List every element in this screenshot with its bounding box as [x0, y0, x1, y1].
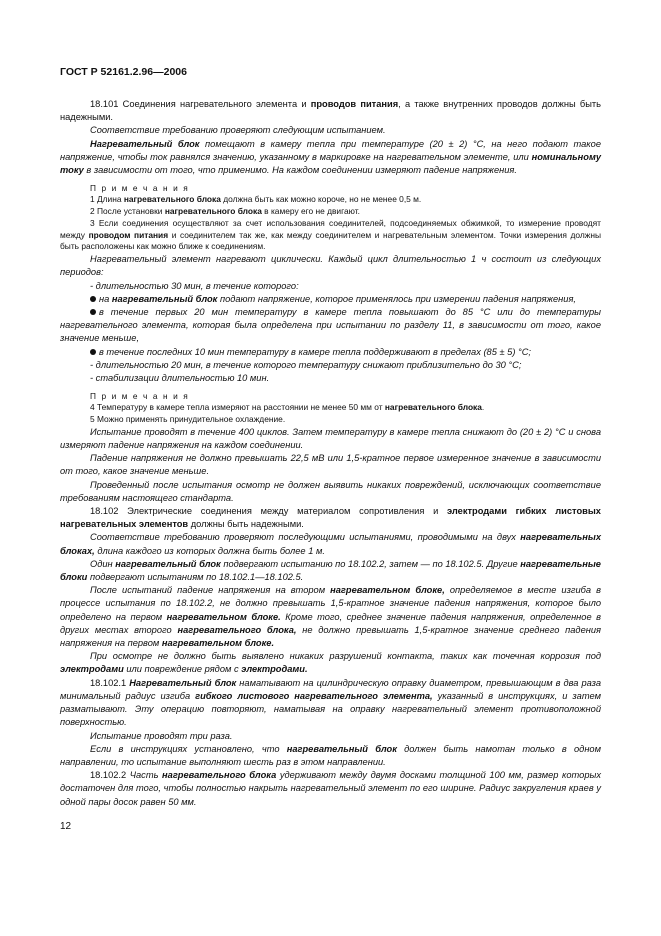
text-run: в зависимости от того, что применимо. На каждом соединении измеряют падение напряжения. [83, 165, 517, 176]
text-run: и соединителем так же, как между соединителем и нагревательным элементом. Точки измерения должны быть расположены как можно ближе к соединениям. [60, 229, 602, 252]
text-run: 4 Температуру в камере тепла измеряют на расстоянии не менее 50 мм от [90, 402, 385, 413]
text-run: П р и м е ч а н и я [90, 391, 190, 402]
text-run: - длительностью 30 мин, в течение которого: [90, 280, 299, 291]
note-item [60, 414, 601, 426]
paragraph [60, 650, 601, 676]
text-run: 5 Можно применять принудительное охлаждение. [90, 414, 286, 425]
note-item [60, 402, 601, 414]
text-run: 3 Если соединения осуществляют за счет использования соединителей, подсоединяемых обжимкой, то измерение проводят между [60, 217, 601, 240]
paragraph [60, 531, 601, 557]
note-heading [90, 183, 601, 193]
paragraph [60, 372, 601, 385]
paragraph [60, 280, 601, 293]
text-run: Испытание проводят в течение 400 циклов. Затем температуру в камере тепла снижают до (20 ± 2) °С и снова измеряют падение напряжения на каждом соединении. [60, 426, 601, 451]
text-run: Нагревательный элемент нагревают циклически. Каждый цикл длительностью 1 ч состоит из следующих периодов: [60, 254, 601, 278]
paragraph [60, 677, 601, 730]
text-run: 2 После установки [90, 206, 165, 217]
text-run: . [481, 402, 485, 413]
text-run: - стабилизации длительностью 10 мин. [90, 373, 270, 384]
bold-term: нагревательного блока [164, 206, 262, 217]
text-run: на [99, 293, 112, 304]
text-run: После испытаний падение напряжения на втором [90, 585, 331, 596]
bold-term: нагревательные блоки [60, 558, 601, 583]
text-run: 18.102 Электрические соединения между материалом сопротивления и [90, 506, 447, 517]
text-run: должна быть как можно короче, но не менее 0,5 м. [220, 194, 422, 205]
text-run: должны быть надежными. [188, 519, 304, 530]
bold-term: нагревательного блока [384, 402, 482, 413]
italic-run: указанный в инструкциях, и затем разматывают. Эту операцию повторяют, наматывая на оправку нагревательный элемент противоположной поверхностью. [60, 690, 602, 728]
paragraph [60, 769, 601, 809]
note-item [60, 206, 601, 218]
text-run: Если в инструкциях установлено, что [90, 743, 287, 754]
note-item [60, 218, 601, 253]
text-run: в течение первых 20 мин температуру в камере тепла повышают до 85 °С или до температуры нагревательного элемента, которая была определена при испытании по разделу 11, в зависимости от того, какое значение меньше, [60, 307, 601, 344]
bold-term: проводов питания [310, 99, 399, 109]
text-run: 1 Длина [90, 194, 124, 205]
text-run: помещают в камеру тепла при температуре (20 ± 2) °С, на него подают такое напряжение, чтобы ток равнялся значению, указанному в маркировке на нагревательном элементе, или [60, 138, 602, 162]
paragraph [60, 359, 601, 372]
paragraph [60, 426, 601, 452]
text-run: При осмотре не должно быть выявлено никаких разрушений контакта, таких как точечная коррозия под [90, 651, 601, 662]
bold-term: электродами гибких листовых нагревательных элементов [60, 506, 601, 530]
bold-term: нагревательном блоке. [166, 611, 281, 622]
bold-term: электродами. [241, 664, 308, 675]
text-run: в камеру его не двигают. [261, 206, 360, 217]
paragraph [60, 584, 601, 650]
bold-term: нагревательного блока [162, 770, 277, 781]
bold-term: нагревательного блока [123, 194, 221, 205]
paragraph [60, 452, 601, 478]
note-heading [90, 391, 601, 401]
text-run: Соответствие требованию проверяют следующим испытанием. [90, 125, 386, 136]
note-item [60, 194, 601, 206]
italic-run: Часть [129, 770, 163, 781]
document-body [60, 98, 601, 809]
bold-term: нагревательный блок [111, 293, 218, 304]
paragraph [60, 138, 601, 178]
text-run: Один [90, 558, 116, 569]
text-run: 18.102.2 [90, 770, 130, 781]
paragraph [60, 479, 601, 505]
text-run: 18.101 Соединения нагревательного элемента и [90, 99, 311, 109]
bold-term: нагревательный блок [115, 558, 221, 569]
text-run: должен быть намотан только в одном направлении, то испытание выполняют шесть раз в этом направлении. [60, 743, 601, 767]
text-run: в течение последних 10 мин температуру в камере тепла поддерживают в пределах (85 ± 5) °С; [99, 346, 532, 357]
bullet-icon [90, 349, 96, 355]
text-run: Проведенный после испытания осмотр не должен выявить никаких повреждений, исключающих соответствие требованиям настоящего стандарта. [60, 479, 601, 503]
paragraph [60, 743, 601, 769]
bold-term: нагревательного блока, [177, 624, 297, 635]
paragraph [60, 306, 601, 346]
text-run: не должно превышать 1,5-кратное значение среднего падения напряжения на первом [60, 624, 601, 649]
bold-term: проводом питания [88, 229, 169, 240]
text-run: Соответствие требованию проверяют последующими испытаниями, проводимыми на двух [90, 532, 521, 543]
bold-term: электродами [60, 664, 124, 675]
text-run: Испытание проводят три раза. [90, 730, 233, 741]
italic-run: удерживают между двумя досками толщиной 100 мм, размер которых достаточен для того, чтобы полностью накрыть нагревательный элемент по его ширине. Радиус закругления краев у одной пары досок равен 50 мм. [60, 770, 602, 807]
paragraph [60, 98, 601, 124]
bold-term: гибкого листового нагревательного элемента, [195, 690, 433, 701]
paragraph [60, 253, 601, 279]
bold-term: номинальному току [60, 151, 601, 176]
text-run: подают напряжение, которое применялось при измерении падения напряжения, [217, 293, 576, 304]
bold-term: нагревательный блок [286, 743, 397, 754]
text-run: подвергают испытаниям по 18.102.1—18.102.5. [87, 572, 304, 583]
text-run: подвергают испытанию по 18.102.2, затем — по 18.102.5. Другие [220, 558, 521, 569]
text-run: - длительностью 20 мин, в течение которого температуру снижают приблизительно до 30 °С; [90, 359, 522, 370]
bold-term: нагревательном блоке. [161, 638, 275, 649]
bold-term: Нагревательный блок [90, 138, 200, 149]
paragraph [60, 558, 601, 584]
bold-term: нагревательном блоке, [330, 585, 445, 596]
text-run: 18.102.1 [90, 677, 130, 688]
paragraph [60, 346, 601, 359]
text-run: или повреждение рядом с [123, 664, 242, 675]
document-header: ГОСТ Р 52161.2.96—2006 [60, 66, 187, 78]
page-number: 12 [60, 821, 72, 832]
bullet-icon [90, 296, 96, 302]
text-run: определяемое в месте изгиба в процессе испытания по 18.102.2, не должно превышать 1,5-кратное значение падения напряжения, которое было определено на первом [60, 585, 601, 622]
bullet-icon [90, 309, 96, 315]
text-run: Падение напряжения не должно превышать 22,5 мВ или 1,5-кратное первое измеренное значение в зависимости от того, какое значение меньше. [60, 453, 601, 477]
bold-term: Нагревательный блок [129, 677, 237, 688]
paragraph [60, 293, 601, 306]
text-run: Кроме того, среднее значение падения напряжения, определенное в других местах второго [60, 611, 601, 635]
text-run: , а также внутренних проводов должны быть надежными. [60, 99, 601, 123]
italic-run: наматывают на цилиндрическую оправку диаметром, превышающим в два раза минимальный радиус изгиба [60, 677, 602, 701]
text-run: П р и м е ч а н и я [90, 183, 190, 194]
paragraph [60, 124, 601, 137]
paragraph [60, 505, 601, 531]
paragraph [60, 730, 601, 743]
bold-term: нагревательных блоках, [60, 532, 601, 556]
text-run: длина каждого из которых должна быть более 1 м. [94, 545, 325, 556]
